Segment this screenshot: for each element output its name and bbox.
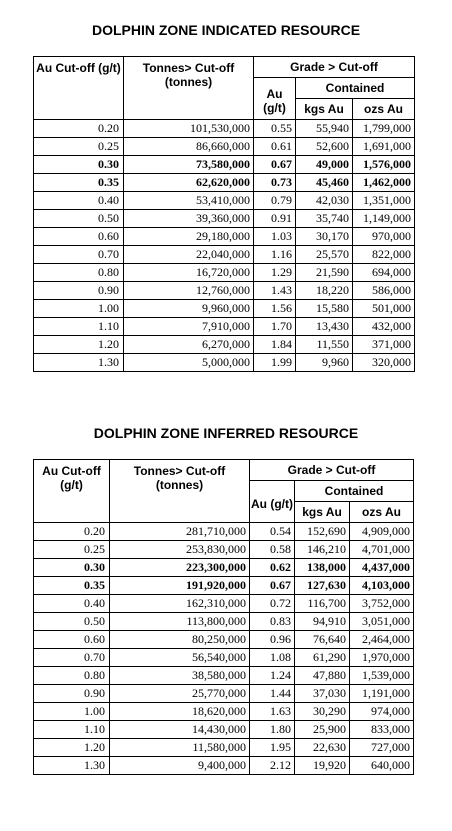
ozs-au-cell: 586,000 <box>353 282 415 300</box>
tonnes-cell: 6,270,000 <box>124 336 254 354</box>
cutoff-cell: 1.10 <box>34 318 124 336</box>
kgs-au-cell: 61,290 <box>295 649 350 667</box>
cutoff-cell: 0.40 <box>34 192 124 210</box>
kgs-au-cell: 13,430 <box>296 318 353 336</box>
cutoff-cell: 1.00 <box>34 703 110 721</box>
ozs-au-cell: 2,464,000 <box>350 631 414 649</box>
au-grade-cell: 0.96 <box>250 631 295 649</box>
table-row <box>34 318 415 336</box>
table-row <box>34 210 415 228</box>
cutoff-cell: 0.20 <box>34 120 124 138</box>
header-grade-group: Grade > Cut-off <box>250 460 414 481</box>
au-grade-cell: 0.62 <box>250 559 295 577</box>
kgs-au-cell: 49,000 <box>296 156 353 174</box>
header-contained: Contained <box>296 78 415 99</box>
header-cutoff: Au Cut-off (g/t) <box>34 460 110 523</box>
kgs-au-cell: 55,940 <box>296 120 353 138</box>
cutoff-cell: 1.00 <box>34 300 124 318</box>
cutoff-cell: 0.30 <box>34 559 110 577</box>
kgs-au-cell: 25,570 <box>296 246 353 264</box>
ozs-au-cell: 974,000 <box>350 703 414 721</box>
table-row <box>34 595 414 613</box>
tonnes-cell: 73,580,000 <box>124 156 254 174</box>
kgs-au-cell: 11,550 <box>296 336 353 354</box>
cutoff-cell: 0.35 <box>34 174 124 192</box>
ozs-au-cell: 4,909,000 <box>350 523 414 541</box>
ozs-au-cell: 640,000 <box>350 757 414 775</box>
header-au-grade: Au (g/t) <box>250 481 295 523</box>
cutoff-cell: 0.60 <box>34 228 124 246</box>
ozs-au-cell: 1,691,000 <box>353 138 415 156</box>
table-row <box>34 264 415 282</box>
table-row <box>34 138 415 156</box>
kgs-au-cell: 30,290 <box>295 703 350 721</box>
ozs-au-cell: 694,000 <box>353 264 415 282</box>
cutoff-cell: 1.20 <box>34 739 110 757</box>
table-row <box>34 667 414 685</box>
kgs-au-cell: 42,030 <box>296 192 353 210</box>
au-grade-cell: 0.91 <box>254 210 296 228</box>
table-row <box>34 631 414 649</box>
ozs-au-cell: 1,149,000 <box>353 210 415 228</box>
au-grade-cell: 0.61 <box>254 138 296 156</box>
kgs-au-cell: 21,590 <box>296 264 353 282</box>
kgs-au-cell: 127,630 <box>295 577 350 595</box>
au-grade-cell: 0.73 <box>254 174 296 192</box>
au-grade-cell: 1.56 <box>254 300 296 318</box>
table-row <box>34 649 414 667</box>
tonnes-cell: 162,310,000 <box>110 595 250 613</box>
tonnes-cell: 9,400,000 <box>110 757 250 775</box>
tonnes-cell: 62,620,000 <box>124 174 254 192</box>
kgs-au-cell: 9,960 <box>296 354 353 372</box>
tonnes-cell: 223,300,000 <box>110 559 250 577</box>
au-grade-cell: 0.58 <box>250 541 295 559</box>
tonnes-cell: 39,360,000 <box>124 210 254 228</box>
au-grade-cell: 1.03 <box>254 228 296 246</box>
au-grade-cell: 0.67 <box>250 577 295 595</box>
table-row <box>34 120 415 138</box>
cutoff-cell: 1.30 <box>34 354 124 372</box>
cutoff-cell: 0.80 <box>34 264 124 282</box>
cutoff-cell: 0.70 <box>34 649 110 667</box>
ozs-au-cell: 1,576,000 <box>353 156 415 174</box>
kgs-au-cell: 22,630 <box>295 739 350 757</box>
table-row <box>34 336 415 354</box>
au-grade-cell: 1.70 <box>254 318 296 336</box>
indicated-rows <box>34 120 415 372</box>
au-grade-cell: 0.79 <box>254 192 296 210</box>
ozs-au-cell: 833,000 <box>350 721 414 739</box>
ozs-au-cell: 1,191,000 <box>350 685 414 703</box>
ozs-au-cell: 3,752,000 <box>350 595 414 613</box>
header-kgs-au: kgs Au <box>295 502 350 523</box>
tonnes-cell: 18,620,000 <box>110 703 250 721</box>
au-grade-cell: 0.55 <box>254 120 296 138</box>
kgs-au-cell: 94,910 <box>295 613 350 631</box>
tonnes-cell: 86,660,000 <box>124 138 254 156</box>
table-row <box>34 559 414 577</box>
inferred-resource-table <box>33 459 414 775</box>
ozs-au-cell: 4,437,000 <box>350 559 414 577</box>
cutoff-cell: 1.10 <box>34 721 110 739</box>
table-row <box>34 541 414 559</box>
cutoff-cell: 0.90 <box>34 685 110 703</box>
tonnes-cell: 191,920,000 <box>110 577 250 595</box>
au-grade-cell: 1.43 <box>254 282 296 300</box>
au-grade-cell: 1.08 <box>250 649 295 667</box>
indicated-resource-title: DOLPHIN ZONE INDICATED RESOURCE <box>91 22 361 38</box>
au-grade-cell: 1.63 <box>250 703 295 721</box>
ozs-au-cell: 320,000 <box>353 354 415 372</box>
ozs-au-cell: 4,103,000 <box>350 577 414 595</box>
table-row <box>34 703 414 721</box>
kgs-au-cell: 37,030 <box>295 685 350 703</box>
au-grade-cell: 1.95 <box>250 739 295 757</box>
au-grade-cell: 0.54 <box>250 523 295 541</box>
indicated-resource-table <box>33 56 415 372</box>
kgs-au-cell: 138,000 <box>295 559 350 577</box>
kgs-au-cell: 47,880 <box>295 667 350 685</box>
ozs-au-cell: 727,000 <box>350 739 414 757</box>
ozs-au-cell: 1,970,000 <box>350 649 414 667</box>
ozs-au-cell: 501,000 <box>353 300 415 318</box>
tonnes-cell: 281,710,000 <box>110 523 250 541</box>
table-row <box>34 300 415 318</box>
cutoff-cell: 0.40 <box>34 595 110 613</box>
table-row <box>34 354 415 372</box>
table-row <box>34 156 415 174</box>
cutoff-cell: 0.20 <box>34 523 110 541</box>
header-ozs-au: ozs Au <box>353 99 415 120</box>
kgs-au-cell: 52,600 <box>296 138 353 156</box>
cutoff-cell: 0.80 <box>34 667 110 685</box>
kgs-au-cell: 15,580 <box>296 300 353 318</box>
table-row <box>34 739 414 757</box>
tonnes-cell: 7,910,000 <box>124 318 254 336</box>
tonnes-cell: 9,960,000 <box>124 300 254 318</box>
header-cutoff: Au Cut-off (g/t) <box>34 57 124 120</box>
table-row <box>34 577 414 595</box>
au-grade-cell: 1.29 <box>254 264 296 282</box>
tonnes-cell: 29,180,000 <box>124 228 254 246</box>
tonnes-cell: 113,800,000 <box>110 613 250 631</box>
tonnes-cell: 12,760,000 <box>124 282 254 300</box>
header-grade-group: Grade > Cut-off <box>254 57 415 78</box>
kgs-au-cell: 116,700 <box>295 595 350 613</box>
kgs-au-cell: 45,460 <box>296 174 353 192</box>
table-row <box>34 685 414 703</box>
au-grade-cell: 1.44 <box>250 685 295 703</box>
header-contained: Contained <box>295 481 414 502</box>
tonnes-cell: 253,830,000 <box>110 541 250 559</box>
tonnes-cell: 14,430,000 <box>110 721 250 739</box>
au-grade-cell: 2.12 <box>250 757 295 775</box>
table-row <box>34 228 415 246</box>
tonnes-cell: 80,250,000 <box>110 631 250 649</box>
cutoff-cell: 1.30 <box>34 757 110 775</box>
table-row <box>34 721 414 739</box>
ozs-au-cell: 1,351,000 <box>353 192 415 210</box>
cutoff-cell: 0.60 <box>34 631 110 649</box>
header-kgs-au: kgs Au <box>296 99 353 120</box>
inferred-rows <box>34 523 414 775</box>
header-tonnes: Tonnes> Cut-off (tonnes) <box>110 460 250 523</box>
au-grade-cell: 0.67 <box>254 156 296 174</box>
table-row <box>34 282 415 300</box>
cutoff-cell: 0.30 <box>34 156 124 174</box>
table-row <box>34 174 415 192</box>
cutoff-cell: 1.20 <box>34 336 124 354</box>
cutoff-cell: 0.35 <box>34 577 110 595</box>
tonnes-cell: 5,000,000 <box>124 354 254 372</box>
table-row <box>34 523 414 541</box>
ozs-au-cell: 432,000 <box>353 318 415 336</box>
kgs-au-cell: 18,220 <box>296 282 353 300</box>
cutoff-cell: 0.25 <box>34 541 110 559</box>
tonnes-cell: 38,580,000 <box>110 667 250 685</box>
kgs-au-cell: 146,210 <box>295 541 350 559</box>
ozs-au-cell: 970,000 <box>353 228 415 246</box>
cutoff-cell: 0.50 <box>34 613 110 631</box>
table-row <box>34 246 415 264</box>
ozs-au-cell: 3,051,000 <box>350 613 414 631</box>
header-ozs-au: ozs Au <box>350 502 414 523</box>
ozs-au-cell: 822,000 <box>353 246 415 264</box>
au-grade-cell: 1.16 <box>254 246 296 264</box>
tonnes-cell: 16,720,000 <box>124 264 254 282</box>
au-grade-cell: 1.84 <box>254 336 296 354</box>
tonnes-cell: 56,540,000 <box>110 649 250 667</box>
au-grade-cell: 1.99 <box>254 354 296 372</box>
au-grade-cell: 0.83 <box>250 613 295 631</box>
kgs-au-cell: 35,740 <box>296 210 353 228</box>
kgs-au-cell: 152,690 <box>295 523 350 541</box>
table-row <box>34 613 414 631</box>
tonnes-cell: 11,580,000 <box>110 739 250 757</box>
kgs-au-cell: 76,640 <box>295 631 350 649</box>
kgs-au-cell: 19,920 <box>295 757 350 775</box>
ozs-au-cell: 4,701,000 <box>350 541 414 559</box>
tonnes-cell: 22,040,000 <box>124 246 254 264</box>
cutoff-cell: 0.90 <box>34 282 124 300</box>
tonnes-cell: 25,770,000 <box>110 685 250 703</box>
ozs-au-cell: 371,000 <box>353 336 415 354</box>
au-grade-cell: 1.24 <box>250 667 295 685</box>
table-row <box>34 192 415 210</box>
ozs-au-cell: 1,799,000 <box>353 120 415 138</box>
tonnes-cell: 53,410,000 <box>124 192 254 210</box>
cutoff-cell: 0.70 <box>34 246 124 264</box>
ozs-au-cell: 1,462,000 <box>353 174 415 192</box>
table-row <box>34 757 414 775</box>
cutoff-cell: 0.50 <box>34 210 124 228</box>
header-tonnes: Tonnes> Cut-off (tonnes) <box>124 57 254 120</box>
kgs-au-cell: 30,170 <box>296 228 353 246</box>
kgs-au-cell: 25,900 <box>295 721 350 739</box>
tonnes-cell: 101,530,000 <box>124 120 254 138</box>
inferred-resource-title: DOLPHIN ZONE INFERRED RESOURCE <box>93 425 359 441</box>
au-grade-cell: 1.80 <box>250 721 295 739</box>
cutoff-cell: 0.25 <box>34 138 124 156</box>
header-au-grade: Au (g/t) <box>254 78 296 120</box>
ozs-au-cell: 1,539,000 <box>350 667 414 685</box>
au-grade-cell: 0.72 <box>250 595 295 613</box>
